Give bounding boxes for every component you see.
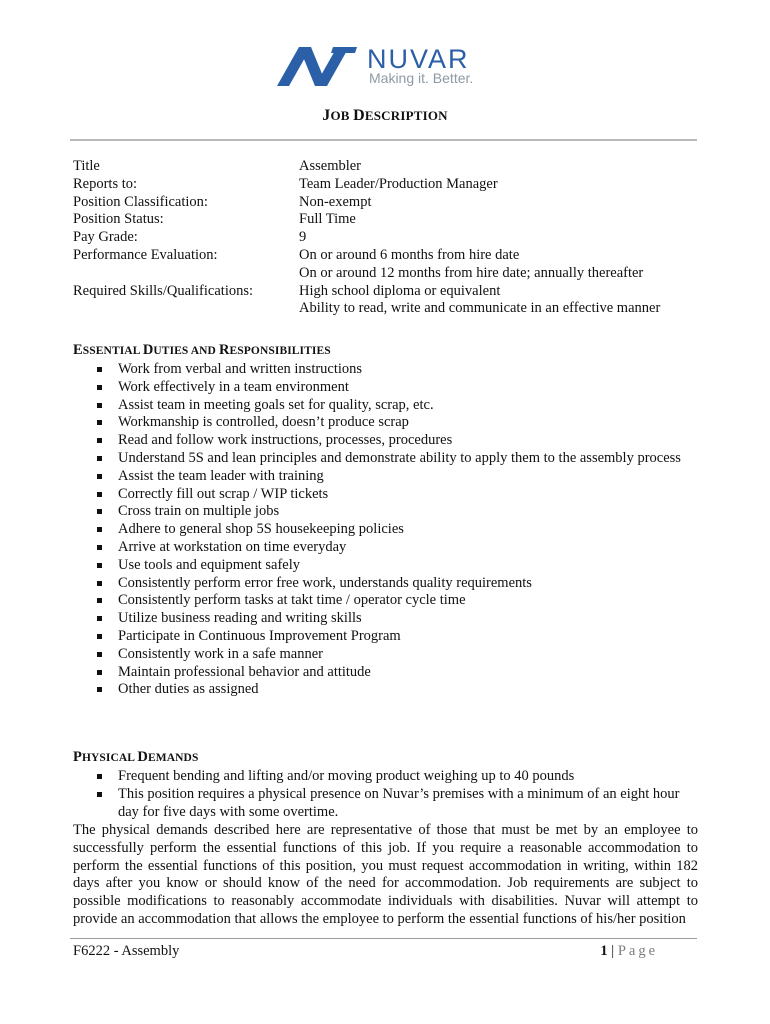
detail-label: Position Classification: <box>73 193 208 210</box>
detail-row <box>73 247 713 265</box>
detail-label: Title <box>73 158 100 174</box>
list-item: Use tools and equipment safely <box>94 557 704 575</box>
list-item: Consistently perform error free work, understands quality requirements <box>94 575 704 593</box>
list-item: Understand 5S and lean principles and demonstrate ability to apply them to the assembly process <box>94 450 704 468</box>
detail-value: Assembler <box>299 158 362 174</box>
detail-row <box>73 265 713 283</box>
detail-value: Ability to read, write and communicate in an effective manner <box>299 300 661 317</box>
detail-label: Required Skills/Qualifications: <box>73 282 254 299</box>
detail-value: On or around 12 months from hire date; annually thereafter <box>299 264 644 281</box>
detail-value: High school diploma or equivalent <box>299 282 501 299</box>
header-divider <box>70 139 697 141</box>
heading-part: D <box>142 342 154 358</box>
footer-divider <box>70 938 697 939</box>
list-item: Arrive at workstation on time everyday <box>94 539 704 557</box>
physical-demands-list <box>94 768 704 821</box>
title-initial-j: J <box>322 107 331 124</box>
detail-label: Position Status: <box>73 211 164 228</box>
list-item: Other duties as assigned <box>94 681 704 699</box>
detail-label: Pay Grade: <box>73 229 138 246</box>
detail-row <box>73 229 713 247</box>
detail-row <box>73 176 713 194</box>
company-logo <box>277 44 492 90</box>
title-rest-description: ESCRIPTION <box>364 108 448 123</box>
brand-tagline: Making it. Better. <box>369 70 474 86</box>
detail-value: On or around 6 months from hire date <box>299 246 520 263</box>
list-item: Consistently work in a safe manner <box>94 646 704 664</box>
list-item: This position requires a physical presence on Nuvar’s premises with a minimum of an eight hour day for five days with some overtime. <box>94 786 704 822</box>
detail-row <box>73 283 713 301</box>
list-item: Participate in Continuous Improvement Program <box>94 628 704 646</box>
list-item: Work effectively in a team environment <box>94 379 704 397</box>
detail-value: 9 <box>299 229 307 246</box>
page-num: 1 <box>600 943 608 959</box>
title-initial-d: D <box>353 107 365 124</box>
list-item: Assist team in meeting goals set for quality, scrap, etc. <box>94 397 704 415</box>
detail-row <box>73 211 713 229</box>
detail-value: Non-exempt <box>299 193 372 210</box>
heading-part: EMANDS <box>148 752 199 764</box>
list-item: Cross train on multiple jobs <box>94 503 704 521</box>
physical-demands-paragraph: The physical demands described here are representative of those that must be met by an employee to successfully perform the essential functions of this job. If you require a reasonable accommodation to perform the essential functions of this position, you must request accommodation in writing, within 182 days after you know or should know of the need for accommodation. Job requirements are subject to possible modifications to reasonably accommodate individuals with disabilities. Nuvar will attempt to provide an accommodation that allows the employee to perform the essential functions of his/her position <box>73 822 698 927</box>
heading-part: HYSICAL <box>81 752 138 764</box>
detail-row <box>73 300 713 318</box>
heading-part: ESPONSIBILITIES <box>229 345 331 357</box>
list-item: Read and follow work instructions, processes, procedures <box>94 432 704 450</box>
list-item: Workmanship is controlled, doesn’t produce scrap <box>94 414 704 432</box>
page-sep: | <box>607 943 618 959</box>
heading-part: E <box>73 342 83 358</box>
page-number <box>600 943 658 960</box>
list-item: Work from verbal and written instructions <box>94 361 704 379</box>
detail-value: Full Time <box>299 211 356 228</box>
detail-label <box>73 300 299 318</box>
detail-row <box>73 158 713 176</box>
detail-row <box>73 194 713 212</box>
nuvar-logo-mark-icon <box>277 44 357 86</box>
duties-list <box>94 361 704 699</box>
list-item: Frequent bending and lifting and/or moving product weighing up to 40 pounds <box>94 768 704 786</box>
list-item: Consistently perform tasks at takt time / operator cycle time <box>94 592 704 610</box>
list-item: Adhere to general shop 5S housekeeping policies <box>94 521 704 539</box>
detail-label <box>73 265 299 283</box>
list-item: Correctly fill out scrap / WIP tickets <box>94 486 704 504</box>
duties-heading <box>73 342 331 359</box>
heading-part: D <box>137 749 148 765</box>
page-word: Page <box>617 943 658 959</box>
detail-label: Performance Evaluation: <box>73 246 218 263</box>
heading-part: P <box>73 749 82 765</box>
heading-part: SSENTIAL <box>82 345 143 357</box>
list-item: Utilize business reading and writing skills <box>94 610 704 628</box>
list-item: Maintain professional behavior and attitude <box>94 664 704 682</box>
heading-part: R <box>218 342 230 358</box>
physical-demands-heading <box>73 749 198 766</box>
detail-label: Reports to: <box>73 175 138 192</box>
brand-name: NUVAR <box>367 44 470 74</box>
heading-part: UTIES AND <box>153 345 219 357</box>
detail-value: Team Leader/Production Manager <box>299 175 498 192</box>
position-details <box>73 158 713 318</box>
form-id: F6222 - Assembly <box>73 943 180 959</box>
document-title <box>0 107 770 125</box>
title-rest-job: OB <box>330 108 354 123</box>
list-item: Assist the team leader with training <box>94 468 704 486</box>
